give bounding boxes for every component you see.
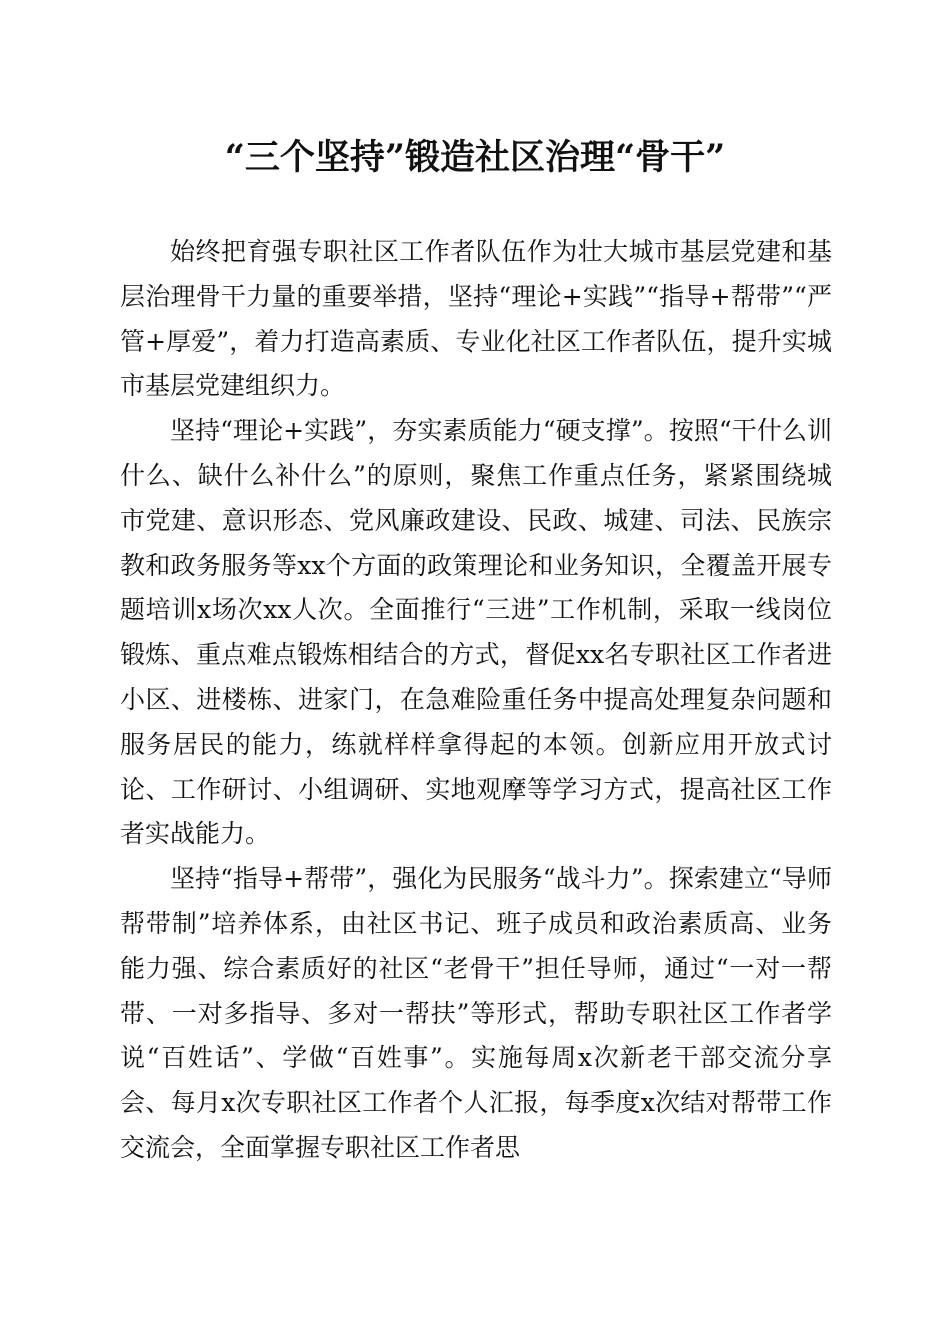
- document-body: [120, 230, 832, 1171]
- document-title: “三个坚持”锻造社区治理“骨干”: [224, 137, 726, 178]
- paragraph-intro: 始终把育强专职社区工作者队伍作为壮大城市基层党建和基层治理骨干力量的重要举措，坚持“理论+实践”“指导+帮带”“严管+厚爱”，着力打造高素质、专业化社区工作者队伍，提升实城市基层党建组织力。: [120, 237, 832, 401]
- paragraph-theory-practice: 坚持“理论+实践”，夯实素质能力“硬支撑”。按照“干什么训什么、缺什么补什么”的原则，聚焦工作重点任务，紧紧围绕城市党建、意识形态、党风廉政建设、民政、城建、司法、民族宗教和政务服务等xx个方面的政策理论和业务知识，全覆盖开展专题培训x场次xx人次。全面推行“三进”工作机制，采取一线岗位锻炼、重点难点锻炼相结合的方式，督促xx名专职社区工作者进小区、进楼栋、进家门，在急难险重任务中提高处理复杂问题和服务居民的能力，练就样样拿得起的本领。创新应用开放式讨论、工作研讨、小组调研、实地观摩等学习方式，提高社区工作者实战能力。: [120, 416, 832, 849]
- paragraph-guidance-mentoring: 坚持“指导+帮带”，强化为民服务“战斗力”。探索建立“导师帮带制”培养体系，由社区书记、班子成员和政治素质高、业务能力强、综合素质好的社区“老骨干”担任导师，通过“一对一帮带、一对多指导、多对一帮扶”等形式，帮助专职社区工作者学说“百姓话”、学做“百姓事”。实施每周x次新老干部交流分享会、每月x次专职社区工作者个人汇报，每季度x次结对帮带工作交流会，全面掌握专职社区工作者思: [120, 864, 832, 1162]
